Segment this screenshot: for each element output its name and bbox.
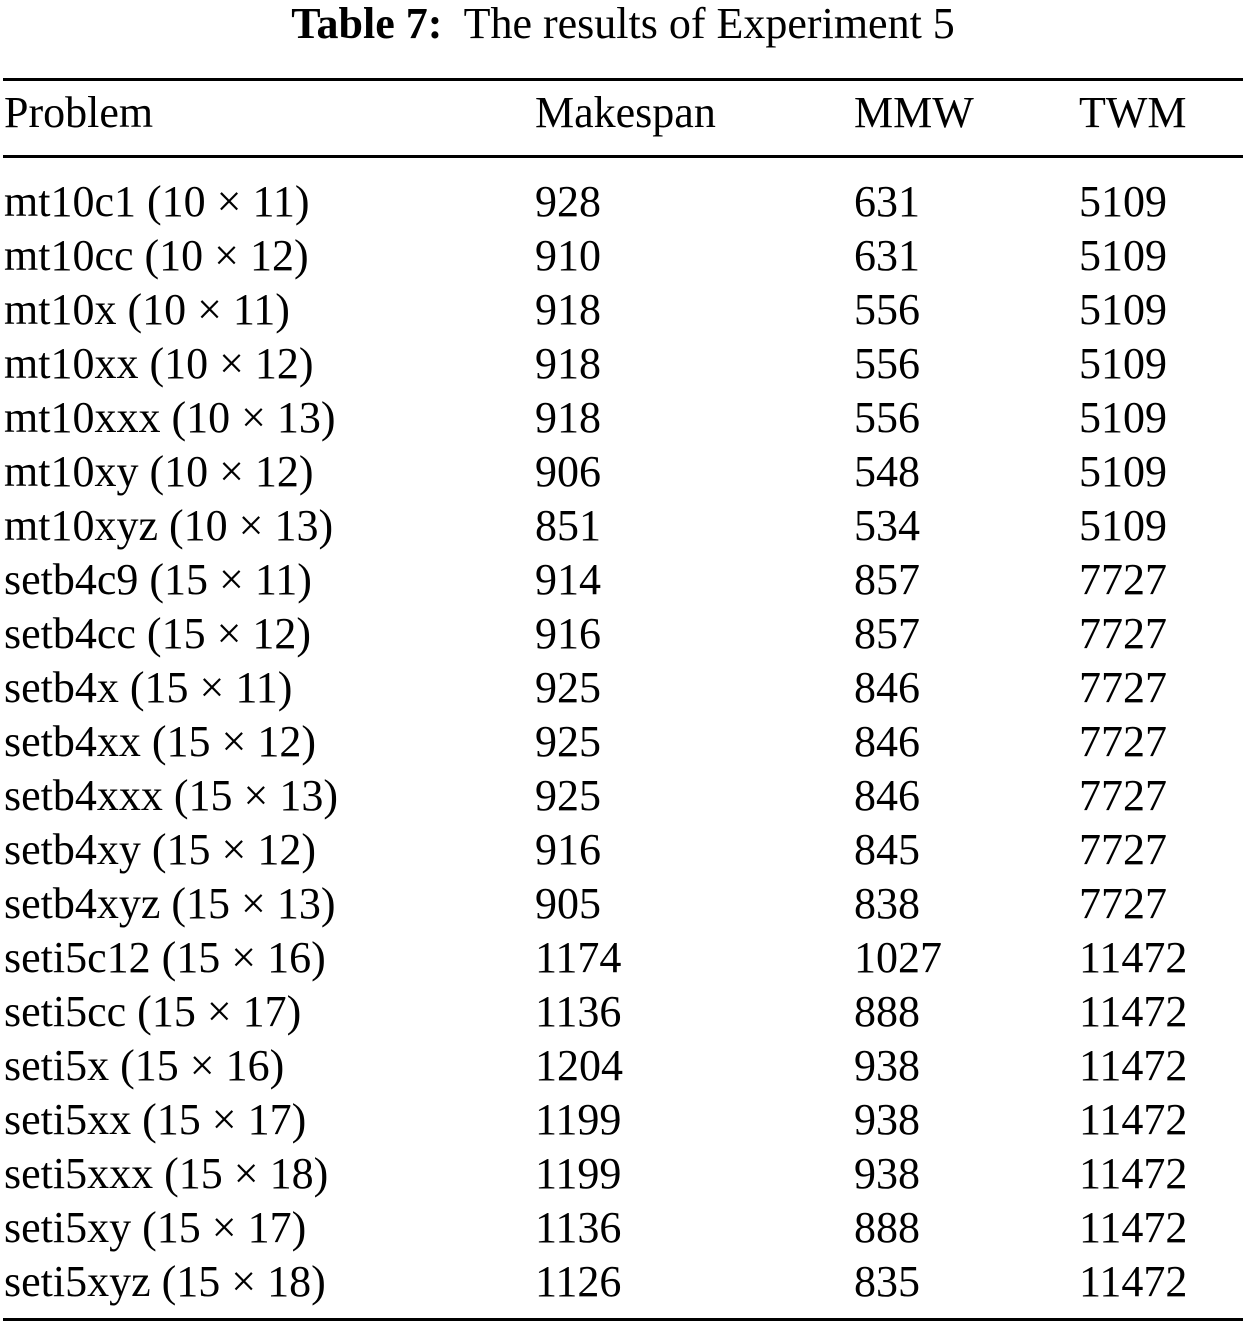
cell-problem: seti5xx (15 × 17)	[4, 1095, 307, 1144]
cell-mmw: 838	[854, 879, 920, 928]
cell-makespan: 851	[535, 501, 601, 550]
cell-mmw: 846	[854, 663, 920, 712]
table-caption-text: The results of Experiment 5	[463, 0, 955, 48]
cell-makespan: 925	[535, 663, 601, 712]
cell-problem: setb4c9 (15 × 11)	[4, 555, 312, 604]
cell-problem: seti5x (15 × 16)	[4, 1041, 285, 1090]
table-body	[0, 175, 1246, 1309]
table-row	[0, 175, 1246, 229]
table-row	[0, 823, 1246, 877]
header-problem: Problem	[4, 88, 154, 137]
cell-makespan: 1126	[535, 1257, 622, 1306]
cell-makespan: 918	[535, 393, 601, 442]
cell-makespan: 1199	[535, 1095, 622, 1144]
table-row	[0, 715, 1246, 769]
cell-makespan: 918	[535, 285, 601, 334]
table-row	[0, 337, 1246, 391]
cell-twm: 11472	[1079, 1041, 1188, 1090]
table-row	[0, 283, 1246, 337]
cell-makespan: 925	[535, 717, 601, 766]
cell-mmw: 846	[854, 771, 920, 820]
cell-makespan: 1174	[535, 933, 622, 982]
cell-mmw: 857	[854, 555, 920, 604]
cell-twm: 11472	[1079, 933, 1188, 982]
cell-twm: 5109	[1079, 501, 1167, 550]
cell-mmw: 938	[854, 1095, 920, 1144]
table-row	[0, 607, 1246, 661]
cell-mmw: 534	[854, 501, 920, 550]
cell-twm: 7727	[1079, 663, 1167, 712]
table-caption	[0, 0, 1246, 48]
cell-twm: 7727	[1079, 879, 1167, 928]
cell-twm: 11472	[1079, 1257, 1188, 1306]
cell-mmw: 938	[854, 1149, 920, 1198]
cell-twm: 5109	[1079, 447, 1167, 496]
header-twm: TWM	[1079, 88, 1187, 137]
cell-makespan: 914	[535, 555, 601, 604]
cell-problem: setb4xy (15 × 12)	[4, 825, 316, 874]
cell-problem: mt10x (10 × 11)	[4, 285, 290, 334]
cell-twm: 7727	[1079, 609, 1167, 658]
cell-mmw: 888	[854, 1203, 920, 1252]
table-row	[0, 769, 1246, 823]
table-row	[0, 391, 1246, 445]
cell-twm: 7727	[1079, 825, 1167, 874]
table-row	[0, 445, 1246, 499]
cell-mmw: 556	[854, 339, 920, 388]
cell-makespan: 910	[535, 231, 601, 280]
table-row	[0, 985, 1246, 1039]
table-top-rule	[3, 78, 1243, 81]
cell-problem: mt10xxx (10 × 13)	[4, 393, 336, 442]
cell-twm: 11472	[1079, 1095, 1188, 1144]
cell-twm: 5109	[1079, 339, 1167, 388]
cell-twm: 11472	[1079, 1149, 1188, 1198]
cell-twm: 11472	[1079, 987, 1188, 1036]
table-header-rule	[3, 155, 1243, 158]
table-row	[0, 1147, 1246, 1201]
cell-mmw: 548	[854, 447, 920, 496]
cell-problem: mt10cc (10 × 12)	[4, 231, 309, 280]
cell-makespan: 928	[535, 177, 601, 226]
cell-problem: seti5xyz (15 × 18)	[4, 1257, 326, 1306]
table-row	[0, 1201, 1246, 1255]
table-bottom-rule	[3, 1318, 1243, 1321]
cell-mmw: 938	[854, 1041, 920, 1090]
cell-twm: 7727	[1079, 771, 1167, 820]
cell-twm: 5109	[1079, 393, 1167, 442]
cell-mmw: 846	[854, 717, 920, 766]
header-mmw: MMW	[854, 88, 974, 137]
cell-problem: setb4x (15 × 11)	[4, 663, 293, 712]
cell-problem: mt10xyz (10 × 13)	[4, 501, 334, 550]
cell-mmw: 857	[854, 609, 920, 658]
cell-makespan: 1204	[535, 1041, 623, 1090]
cell-problem: seti5xy (15 × 17)	[4, 1203, 307, 1252]
table-row	[0, 1255, 1246, 1309]
cell-problem: mt10xx (10 × 12)	[4, 339, 314, 388]
cell-problem: setb4cc (15 × 12)	[4, 609, 312, 658]
cell-twm: 5109	[1079, 285, 1167, 334]
cell-mmw: 631	[854, 177, 920, 226]
cell-makespan: 916	[535, 609, 601, 658]
cell-makespan: 925	[535, 771, 601, 820]
cell-twm: 7727	[1079, 717, 1167, 766]
header-makespan: Makespan	[535, 88, 716, 137]
table-row	[0, 877, 1246, 931]
table-row	[0, 499, 1246, 553]
cell-problem: setb4xyz (15 × 13)	[4, 879, 336, 928]
table-row	[0, 661, 1246, 715]
cell-problem: mt10c1 (10 × 11)	[4, 177, 310, 226]
cell-mmw: 631	[854, 231, 920, 280]
cell-makespan: 1136	[535, 1203, 622, 1252]
cell-makespan: 1199	[535, 1149, 622, 1198]
cell-mmw: 556	[854, 393, 920, 442]
cell-mmw: 888	[854, 987, 920, 1036]
cell-mmw: 835	[854, 1257, 920, 1306]
table-caption-label: Table 7:	[291, 0, 443, 48]
cell-problem: seti5c12 (15 × 16)	[4, 933, 326, 982]
cell-makespan: 1136	[535, 987, 622, 1036]
cell-twm: 11472	[1079, 1203, 1188, 1252]
cell-problem: seti5xxx (15 × 18)	[4, 1149, 329, 1198]
cell-makespan: 906	[535, 447, 601, 496]
cell-problem: mt10xy (10 × 12)	[4, 447, 314, 496]
cell-makespan: 905	[535, 879, 601, 928]
table-row	[0, 1093, 1246, 1147]
table-row	[0, 553, 1246, 607]
cell-makespan: 918	[535, 339, 601, 388]
cell-twm: 7727	[1079, 555, 1167, 604]
cell-mmw: 556	[854, 285, 920, 334]
table-row	[0, 1039, 1246, 1093]
table-row	[0, 931, 1246, 985]
cell-problem: setb4xx (15 × 12)	[4, 717, 316, 766]
cell-problem: seti5cc (15 × 17)	[4, 987, 302, 1036]
cell-problem: setb4xxx (15 × 13)	[4, 771, 338, 820]
table-header-row	[0, 86, 1246, 140]
cell-mmw: 845	[854, 825, 920, 874]
cell-twm: 5109	[1079, 231, 1167, 280]
cell-twm: 5109	[1079, 177, 1167, 226]
cell-mmw: 1027	[854, 933, 942, 982]
cell-makespan: 916	[535, 825, 601, 874]
table-row	[0, 229, 1246, 283]
